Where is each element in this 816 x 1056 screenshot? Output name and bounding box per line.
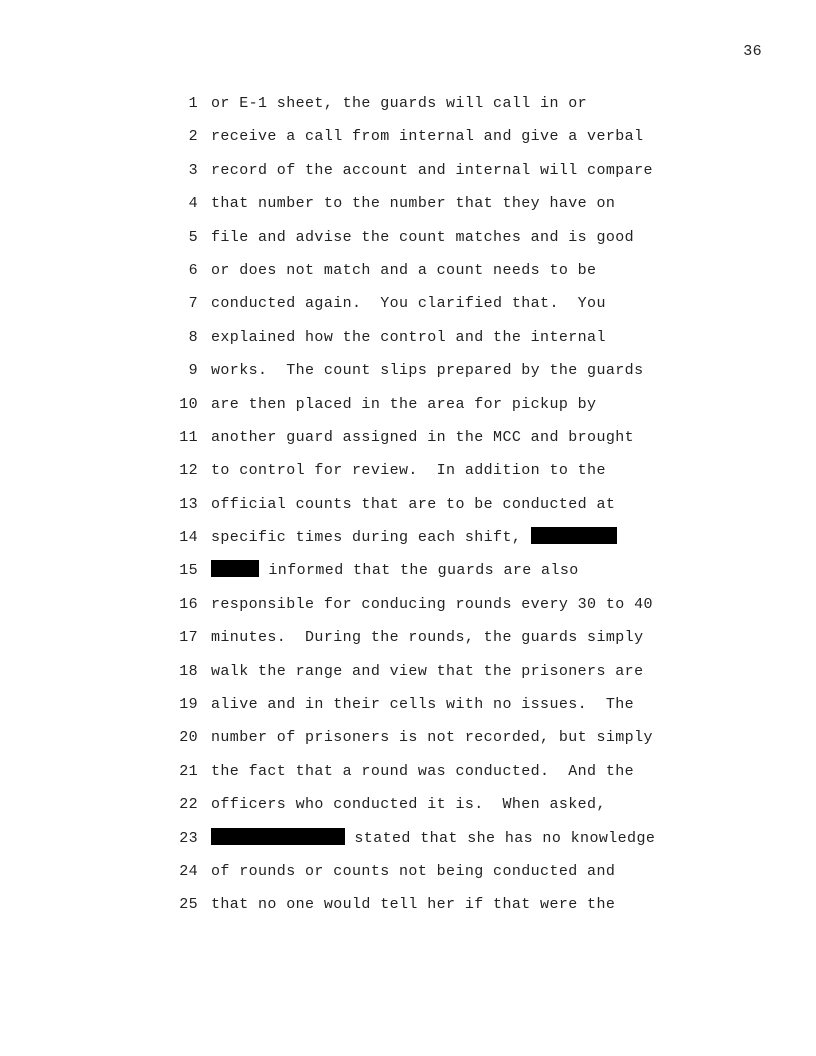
line-number: 3 — [188, 161, 198, 179]
line-segment: to control for review. In addition to the — [211, 462, 606, 480]
transcript-line — [0, 393, 816, 426]
line-text — [211, 860, 615, 884]
transcript-line — [0, 459, 816, 492]
transcript-line — [0, 693, 816, 726]
transcript-line — [0, 192, 816, 225]
line-segment: works. The count slips prepared by the guards — [211, 362, 644, 380]
line-segment: minutes. During the rounds, the guards simply — [211, 629, 644, 647]
transcript-line — [0, 760, 816, 793]
line-text — [211, 459, 606, 483]
line-text — [211, 326, 606, 350]
line-number: 5 — [188, 228, 198, 246]
line-segment: alive and in their cells with no issues. The — [211, 696, 635, 714]
transcript-line — [0, 125, 816, 158]
line-text — [211, 359, 643, 383]
transcript-line — [0, 259, 816, 292]
line-number: 20 — [179, 729, 198, 747]
transcript-line — [0, 426, 816, 459]
line-text — [211, 393, 596, 417]
line-text — [211, 92, 587, 116]
transcript-line — [0, 593, 816, 626]
line-segment: receive a call from internal and give a verbal — [211, 128, 644, 146]
line-number: 16 — [179, 595, 198, 613]
line-number: 24 — [179, 862, 198, 880]
line-segment: responsible for conducing rounds every 30 to 40 — [211, 595, 653, 613]
line-segment: or E-1 sheet, the guards will call in or — [211, 95, 588, 112]
line-number: 12 — [179, 462, 198, 480]
line-text — [211, 893, 615, 917]
line-segment: that no one would tell her if that were the — [211, 896, 616, 914]
line-number: 14 — [179, 529, 198, 547]
transcript-line — [0, 92, 816, 125]
line-segment: or does not match and a count needs to be — [211, 261, 597, 279]
line-number: 22 — [179, 796, 198, 814]
line-number: 7 — [188, 295, 198, 313]
line-number: 9 — [188, 362, 198, 380]
line-segment: file and advise the count matches and is good — [211, 228, 635, 246]
line-number: 10 — [179, 395, 198, 413]
line-text — [211, 192, 615, 216]
transcript-body — [0, 92, 816, 927]
line-segment: official counts that are to be conducted at — [211, 495, 616, 513]
line-text — [211, 226, 634, 250]
line-text — [211, 526, 617, 550]
line-number: 6 — [188, 261, 198, 279]
transcript-line — [0, 793, 816, 826]
line-segment: walk the range and view that the prisoners are — [211, 662, 644, 680]
line-segment: specific times during each shift, — [211, 529, 531, 547]
line-text — [211, 493, 615, 517]
line-number: 23 — [179, 829, 198, 847]
line-text — [211, 827, 655, 851]
transcript-line — [0, 726, 816, 759]
redaction-block — [211, 828, 345, 845]
line-segment: record of the account and internal will compare — [211, 161, 653, 179]
line-text — [211, 660, 643, 684]
line-text — [211, 125, 643, 149]
line-text — [211, 793, 606, 817]
line-number: 21 — [179, 762, 198, 780]
line-text — [211, 159, 653, 183]
line-segment: of rounds or counts not being conducted and — [211, 862, 616, 880]
transcript-line — [0, 559, 816, 592]
transcript-line — [0, 827, 816, 860]
page-number: 36 — [743, 43, 762, 60]
transcript-line — [0, 526, 816, 559]
line-segment: officers who conducted it is. When asked, — [211, 796, 606, 814]
line-segment: the fact that a round was conducted. And the — [211, 762, 635, 780]
redaction-block — [211, 560, 259, 577]
transcript-line — [0, 226, 816, 259]
transcript-line — [0, 660, 816, 693]
line-number: 18 — [179, 662, 198, 680]
line-number: 19 — [179, 696, 198, 714]
transcript-line — [0, 626, 816, 659]
line-number: 4 — [188, 195, 198, 213]
line-number: 11 — [179, 428, 198, 446]
transcript-line — [0, 326, 816, 359]
line-segment: stated that she has no knowledge — [345, 829, 656, 847]
line-number: 15 — [179, 562, 198, 580]
line-number: 13 — [179, 495, 198, 513]
line-number: 2 — [188, 128, 198, 146]
line-segment: number of prisoners is not recorded, but simply — [211, 729, 653, 747]
transcript-line — [0, 359, 816, 392]
line-text — [211, 259, 596, 283]
transcript-line — [0, 893, 816, 926]
line-text — [211, 626, 643, 650]
transcript-line — [0, 292, 816, 325]
line-text — [211, 426, 634, 450]
line-segment: conducted again. You clarified that. You — [211, 295, 606, 313]
transcript-line — [0, 493, 816, 526]
line-number: 25 — [179, 896, 198, 914]
line-segment: informed that the guards are also — [259, 562, 579, 580]
line-segment: that number to the number that they have on — [211, 195, 616, 213]
line-segment: another guard assigned in the MCC and brought — [211, 428, 635, 446]
line-number: 1 — [188, 95, 198, 112]
line-text — [211, 559, 579, 583]
line-number: 8 — [188, 328, 198, 346]
transcript-line — [0, 860, 816, 893]
line-segment: are then placed in the area for pickup by — [211, 395, 597, 413]
line-text — [211, 693, 634, 717]
line-text — [211, 593, 653, 617]
line-number: 17 — [179, 629, 198, 647]
line-text — [211, 292, 606, 316]
redaction-block — [531, 527, 617, 544]
line-text — [211, 726, 653, 750]
transcript-line — [0, 159, 816, 192]
line-text — [211, 760, 634, 784]
line-segment: explained how the control and the internal — [211, 328, 606, 346]
